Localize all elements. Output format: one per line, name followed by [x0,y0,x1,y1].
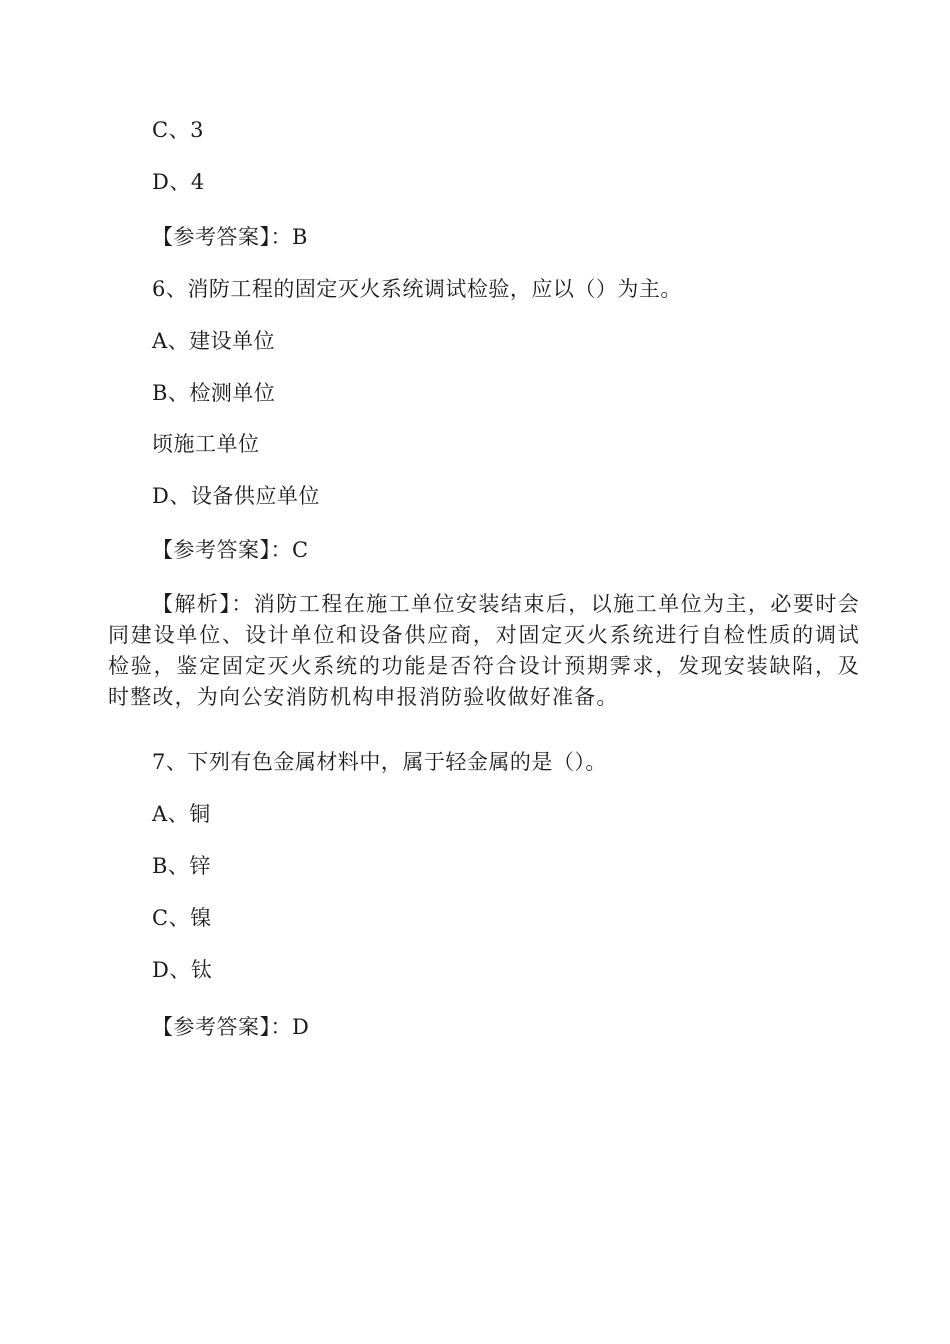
q6-answer: 【参考答案】：C [152,538,309,562]
q7-question: 7、下列有色金属材料中，属于轻金属的是（）。 [152,750,607,774]
q6-question: 6、消防工程的固定灭火系统调试检验，应以（）为主。 [152,277,682,301]
q5-option-c: C、3 [152,118,204,142]
q5-option-d: D、4 [152,170,205,194]
q6-option-b: B、检测单位 [152,381,276,405]
q6-option-c: 顷施工单位 [152,432,260,456]
q7-option-b: B、锌 [152,854,211,878]
q6-option-a: A、建设单位 [152,329,276,353]
q6-analysis: 【解析】：消防工程在施工单位安装结束后，以施工单位为主，必要时会同建设单位、设计单位和设备供应商，对固定灭火系统进行自检性质的调试检验，鉴定固定灭火系统的功能是否符合设计预期霁求，发现安装缺陷，及时整改，为向公安消防机构申报消防验收做好准备。 [108,592,860,709]
q6-option-d: D、设备供应单位 [152,484,320,508]
q5-answer: 【参考答案】：B [152,225,308,249]
q7-option-d: D、钛 [152,958,213,982]
q7-option-a: A、铜 [152,802,211,826]
q7-answer: 【参考答案】：D [152,1015,310,1039]
q7-option-c: C、镍 [152,906,212,930]
